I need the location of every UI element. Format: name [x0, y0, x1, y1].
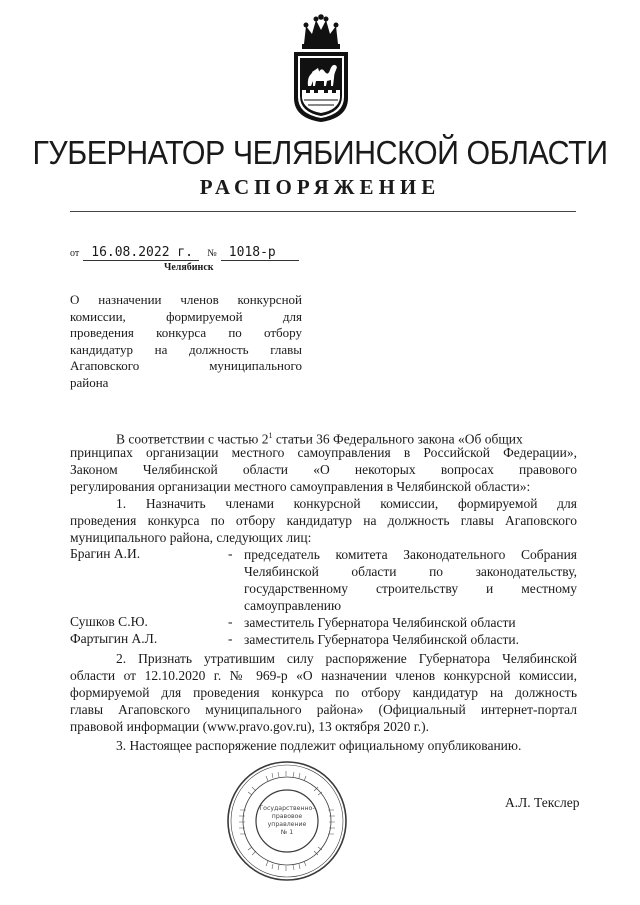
member-name: Фартыгин А.Л. [70, 631, 158, 646]
member-role [244, 546, 577, 614]
document-subject [70, 292, 302, 391]
document-number: 1018-р [221, 245, 299, 261]
member-name: Сушков С.Ю. [70, 614, 148, 629]
subject-line: проведения конкурса по отбору [70, 325, 302, 340]
date-prefix: от [70, 248, 80, 259]
member-role: заместитель Губернатора Челябинской области. [244, 632, 519, 647]
subject-line: комиссии, формируемой для [70, 308, 302, 324]
date-number-row [70, 243, 310, 261]
para1-line: регулирования организации местного самоуправления в Челябинской области»: [70, 479, 531, 494]
official-seal-stamp [226, 760, 348, 882]
item1-line: проведения конкурса по отбору кандидатур на должность главы Агаповского [70, 513, 577, 528]
item2-line: 2. Признать утратившим силу распоряжение Губернатора Челябинской [116, 651, 577, 666]
seal-line: № 1 [280, 829, 294, 836]
member-name: Брагин А.И. [70, 546, 141, 561]
subject-line: кандидатур на должность главы [70, 341, 302, 357]
member-dash: - [228, 631, 233, 646]
para1-text-start: В соответствии с частью 2 [116, 431, 269, 447]
seal-line: правовое [271, 813, 303, 820]
item1-line: муниципального района, следующих лиц: [70, 530, 312, 545]
role-line: председатель комитета Законодательного Собрания [244, 547, 577, 562]
coat-of-arms-icon [288, 14, 354, 124]
issuer-title: ГУБЕРНАТОР ЧЕЛЯБИНСКОЙ ОБЛАСТИ [32, 134, 608, 171]
para1-line: принципах организации местного самоуправления в Российской Федерации», [70, 445, 577, 460]
superscript: 1 [268, 431, 273, 440]
item2-line: формируемой для проведения конкурса по отбору кандидатур на должность [70, 685, 577, 700]
seal-line: Государственно- [259, 805, 315, 812]
member-dash: - [228, 614, 233, 629]
number-prefix: № [207, 248, 217, 259]
role-line: самоуправлению [244, 598, 342, 613]
member-dash: - [228, 546, 233, 561]
member-role: заместитель Губернатора Челябинской области [244, 615, 516, 630]
document-type: РАСПОРЯЖЕНИЕ [199, 175, 441, 199]
seal-line: управление [267, 821, 307, 828]
para1-text-end: статьи 36 Федерального закона «Об общих [275, 431, 523, 447]
subject-line: Агаповского муниципального [70, 358, 302, 373]
document-city: Челябинск [164, 262, 214, 273]
item2-line: области от 12.10.2020 г. № 969-р «О назначении членов конкурсной комиссии, [70, 668, 577, 683]
subject-line: района [70, 374, 109, 390]
item1-line: 1. Назначить членами конкурсной комиссии, формируемой для [116, 496, 577, 511]
item2-line: главы Агаповского муниципального района» (Официальный интернет-портал [70, 702, 577, 717]
role-line: государственному строительству и местному [244, 581, 577, 596]
role-line: Челябинской области по законодательству, [244, 564, 577, 579]
signatory-name: А.Л. Текслер [505, 795, 580, 810]
item2-line: правовой информации (www.pravo.gov.ru), 13 октября 2020 г.). [70, 719, 429, 734]
subject-line: О назначении членов конкурсной [70, 292, 302, 307]
header-divider [70, 211, 576, 212]
item3-line: 3. Настоящее распоряжение подлежит официальному опубликованию. [116, 738, 522, 753]
document-date: 16.08.2022 г. [83, 245, 199, 261]
para1-line: Законом Челябинской области «О некоторых вопросах правового [70, 462, 577, 477]
